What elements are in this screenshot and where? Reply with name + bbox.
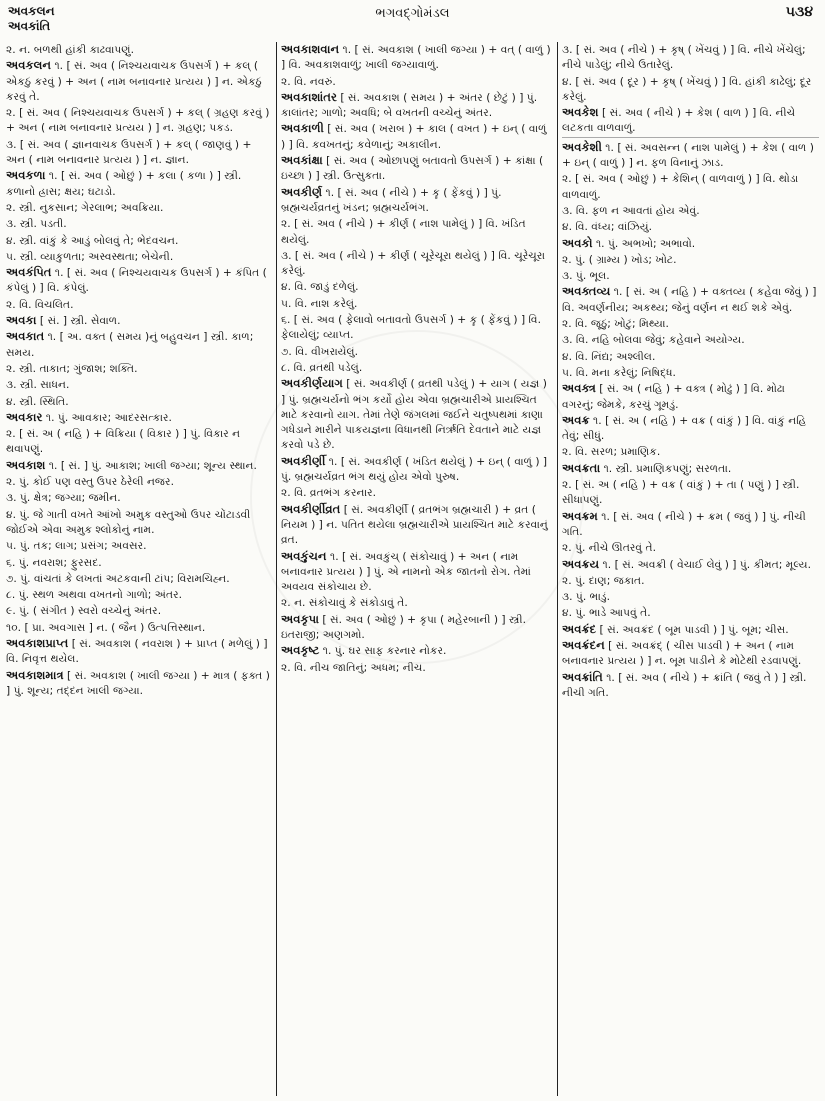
definition-text: ૨. વિ. વિચલિત. [6, 297, 74, 311]
headword: અવકૃપા [281, 611, 320, 626]
headword: અવકાશ [6, 457, 46, 472]
definition-text: ૧. પું. આવકાર; આદરસત્કાર. [42, 410, 172, 424]
definition-text: ૨. સ્ત્રી. તાકાત; ગુંજાશ; શક્તિ. [6, 361, 138, 375]
dictionary-sense [6, 361, 272, 376]
dictionary-sense [562, 252, 819, 267]
dictionary-sense [6, 105, 272, 136]
headword: અવક્રય [562, 556, 600, 571]
dictionary-sense [6, 555, 272, 570]
dictionary-sense [6, 42, 272, 57]
guide-word-first: અવકલન [8, 4, 55, 18]
dictionary-entry [281, 502, 553, 548]
dictionary-entry [562, 670, 819, 701]
definition-text: [ સં. અવક્રંદ્ ( ચીસ પાડવી ) + અન ( નામ બનાવનાર પ્રત્યય ) ] ન. બૂમ પાડીને કે મોટેથી રડવાપણું. [562, 638, 802, 668]
definition-text: ૨. [ સં. અ ( નહિ ) + વક્ર ( વાંકું ) + તા ( પણું ) ] સ્ત્રી. સીધાપણું. [562, 478, 800, 507]
definition-text: ૪. પું. જે ગાતી વખતે આંખો અમુક વસ્તુઓ ઉપર ચોંટાડવી જોઈએ એવા અમુક શ્લોકોનું નામ. [6, 507, 251, 536]
definition-text: ૨. પું. કોઈ પણ વસ્તુ ઉપર ઠેરેલી નજર. [6, 475, 174, 489]
dictionary-entry [281, 643, 553, 658]
running-title: ભગવદ્ગોમંડલ [375, 6, 450, 21]
definition-text: ૩. વિ. ફળ ન આવતાં હોય એવું. [562, 203, 700, 217]
dictionary-sense [562, 74, 819, 105]
dictionary-sense [6, 490, 272, 505]
definition-text: ૨. પું. નીચે ઊતરવું તે. [562, 541, 656, 555]
definition-text: ૧. [ સં. અવ ( નીચે ) + ક્રમ ( જવું ) ] પું. નીચી ગતિ. [562, 509, 806, 538]
definition-text: ૪. પું. ભાડે આપવું તે. [562, 606, 651, 620]
headword: અવકાર [6, 409, 43, 424]
headword: અવકાશવાન [281, 42, 340, 56]
headword: અવકાશમાત્ર [6, 667, 64, 682]
definition-text: ૯. પું. ( સંગીત ) સ્વરો વચ્ચેનું અંતર. [6, 604, 162, 618]
dictionary-sense [562, 316, 819, 331]
definition-text: ૧. [ સં. અવસન્ન ( નાશ પામેલું ) + કેશ ( વાળ ) + ઇન્ ( વાળું ) ] ન. ફળ વિનાનું ઝાડ. [562, 140, 814, 170]
definition-text: [ સં. અવ ( ઓછાપણું બતાવતો ઉપસર્ગ ) + કાંક્ષા ( ઇચ્છા ) ] સ્ત્રી. ઉત્સુકતા. [281, 154, 544, 183]
dictionary-sense [562, 203, 819, 218]
dictionary-sense [6, 297, 272, 312]
dictionary-column-2 [281, 42, 553, 1094]
definition-text: ૧. [ સં. અવ ( નિશ્ચયવાચક ઉપસર્ગ ) + કંપિત ( કંપેલું ) ] વિ. કંપેલું. [6, 266, 267, 295]
definition-text: ૨. પું. દાણ; જકાત. [562, 573, 645, 587]
dictionary-sense [281, 660, 553, 675]
dictionary-entry [562, 140, 819, 171]
dictionary-entry [6, 58, 272, 104]
definition-text: ૧. [ અ. વક્ત ( સમય )નું બહુવચન ] સ્ત્રી. કાળ; સમય. [6, 330, 254, 359]
definition-text: ૫. વિ. નાશ કરેલું. [281, 296, 358, 310]
definition-text: ૨. વિ. સરળ; પ્રમાણિક. [562, 445, 661, 459]
dictionary-sense [6, 571, 272, 586]
definition-text: ૨. વિ. નીચ જાતિનું; અધમ; નીચ. [281, 660, 426, 674]
definition-text: ૬. પું. નવરાશ; ફુરસદ. [6, 555, 102, 569]
definition-text: ૧. [ સં. અવકાશ ( ખાલી જગ્યા ) + વત્ ( વાળું ) ] વિ. અવકાશવાળું; ખાલી જગ્યાવાળું. [281, 43, 551, 72]
dictionary-sense [281, 279, 553, 294]
definition-text: ૪. વિ. વંધ્ય; વાંઝિયું. [562, 220, 652, 234]
dictionary-sense [562, 349, 819, 364]
definition-text: [ સં. અવકીર્ણી ( વ્રતભંગ બ્રહ્મચારી ) + વ્રત ( નિયમ ) ] ન. પતિત થયેલા બ્રહ્મચારીએ પ્રાયશ્ચિત માટે કરવાનું વ્રત. [281, 502, 548, 547]
dictionary-entry [6, 329, 272, 360]
dictionary-sense [6, 377, 272, 392]
dictionary-sense [6, 233, 272, 248]
page-header [0, 0, 825, 42]
definition-text: ૧. પું. અભખો; અભાવો. [592, 236, 696, 250]
headword: અવકળા [6, 168, 46, 183]
definition-text: ૫. સ્ત્રી. વ્યાકુળતા; અસ્વસ્થતા; બેચેની. [6, 249, 174, 263]
dictionary-column-1 [6, 42, 272, 1094]
dictionary-sense [281, 595, 553, 610]
definition-text: ૧. [ સં. ] પું. આકાશ; ખાલી જગ્યા; શૂન્ય સ્થાન. [45, 458, 257, 472]
definition-text: ૧. પું. ઘર સાફ કરનાર નોકર. [319, 644, 447, 658]
definition-text: ૩. સ્ત્રી. પડતી. [6, 217, 67, 231]
dictionary-sense [6, 137, 272, 168]
definition-text: [ સં. અવક્રંદ ( બૂમ પાડવી ) ] પું. બૂમ; ચીસ. [596, 622, 789, 636]
definition-text: [ સં. અવકાશ ( સમય ) + અંતર ( છેટું ) ] પું. કાલાંતર; ગાળો; અવધિ; બે વખતની વચ્ચેનું અંતર. [281, 90, 538, 120]
definition-text: ૨. સ્ત્રી. નુકસાન; ગેરલાભ; અવક્રિયા. [6, 200, 164, 214]
definition-text: [ સં. અ ( નહિ ) + વક્ત્ર ( મોઢું ) ] વિ. મોઢા વગરનું; જેમકે, કરચું ગૂમડું. [562, 382, 785, 411]
definition-text: [ સં. અવકાશ ( નવરાશ ) + પ્રાપ્ત ( મળેલું ) ] વિ. નિવૃત્ત થયેલ. [6, 636, 268, 666]
dictionary-entry [281, 376, 553, 452]
dictionary-entry [281, 612, 553, 643]
dictionary-sense [6, 394, 272, 409]
dictionary-entry [281, 42, 553, 73]
dictionary-sense [562, 42, 819, 73]
dictionary-sense [281, 296, 553, 311]
dictionary-entry [281, 90, 553, 121]
page-number: ૫૩૪ [785, 4, 813, 20]
definition-text: ૩. સ્ત્રી. સાધન. [6, 378, 70, 392]
definition-text: [ સં. અવ ( ખરાબ ) + કાલ ( વખત ) + ઇન્ ( વાળું ) ] વિ. કવખતનું; કવેળાનું; અકાલીન. [281, 122, 547, 151]
definition-text: ૨. [ સં. અવ ( નિશ્ચયવાચક ઉપસર્ગ ) + કલ્ ( ગ્રહણ કરવું ) + અન ( નામ બનાવનાર પ્રત્યય ) ] ન. ગ્રહણ; પકડ. [6, 106, 270, 135]
definition-text: ૮. પું. સ્થળ અથવા વખતનો ગાળો; અંતર. [6, 588, 183, 602]
definition-text: ૨. ન. બળથી હાંકી કાઢવાપણું. [6, 43, 135, 56]
definition-text: ૧. [ સં. અવક્રી ( વેચાઈ લેવું ) ] પું. કીમત; મૂલ્ય. [599, 557, 812, 571]
definition-text: ૪. [ સં. અવ ( દૂર ) + કૃષ્ ( ખેંચવું ) ] વિ. હાંકી કાઢેલું; દૂર કરેલું. [562, 74, 812, 103]
headword: અવક્ર [562, 412, 590, 427]
dictionary-entry [281, 454, 553, 485]
definition-text: ૨. વિ. જૂઠું; ખોટું; મિથ્યા. [562, 317, 669, 331]
dictionary-sense [6, 538, 272, 553]
definition-text: ૪. વિ. નિંદ્ય; અશ્લીલ. [562, 349, 656, 363]
headword: અવકીર્ણીવ્રત [281, 501, 341, 516]
guide-word-last: અવકાંતિ [8, 19, 51, 33]
definition-text: ૨. પું. ( ગ્રામ્ય ) ખોડ; ખોટ. [562, 252, 677, 266]
definition-text: ૧. [ સં. અવકીર્ણ ( ખંડિત થયેલું ) + ઇન્ ( વાળું ) ] પું. બ્રહ્મચર્યવ્રત ભંગ થયું હોય એવો પુરુષ. [281, 454, 548, 484]
dictionary-sense [562, 477, 819, 508]
headword: અવકા [6, 313, 37, 328]
dictionary-sense [562, 268, 819, 283]
dictionary-entry [281, 549, 553, 595]
headword: અવકલન [6, 58, 52, 73]
definition-text: ૧. [ સં. અવ ( ઓછું ) + કલા ( કળા ) ] સ્ત્રી. કળાનો હ્રાસ; ક્ષય; ઘટાડો. [6, 169, 242, 198]
definition-text: ૩. પું. ક્ષેત્ર; જગ્યા; જમીન. [6, 491, 121, 505]
definition-text: ૧. સ્ત્રી. પ્રમાણિકપણું; સરળતા. [600, 461, 732, 475]
headword: અવક્રાંતિ [562, 669, 603, 684]
definition-text: ૨. [ સં. અવ ( ઓછું ) + કેશિન્ ( વાળવાળું ) ] વિ. થોડા વાળવાળું. [562, 172, 799, 201]
dictionary-entry [6, 265, 272, 296]
dictionary-sense [6, 426, 272, 457]
column-divider [276, 42, 277, 1096]
definition-text: ૪. વિ. જાડું દળેલું. [281, 280, 359, 294]
dictionary-sense [562, 589, 819, 604]
dictionary-entry [6, 458, 272, 473]
definition-text: ૫. પું. તક; લાગ; પ્રસંગ; અવસર. [6, 539, 147, 553]
dictionary-sense [562, 540, 819, 555]
dictionary-sense [6, 216, 272, 231]
headword: અવક્તવ્ય [562, 284, 611, 299]
definition-text: ૨. [ સં. અ ( નહિ ) + વિક્રિયા ( વિકાર ) ] પું. વિકાર ન થવાપણું. [6, 427, 241, 456]
definition-text: ૬. [ સં. અવ ( ફેલાવો બતાવતો ઉપસર્ગ ) + કૄ ( ફેંકવું ) ] વિ. ફેલાયેલું; વ્યાપ્ત. [281, 313, 541, 342]
definition-text: ૨. વિ. નવરું. [281, 74, 336, 88]
definition-text: [ સં. અવ ( ઓછું ) + કૃપા ( મહેરબાની ) ] સ્ત્રી. ઇતરાજી; અણગમો. [281, 612, 526, 641]
dictionary-entry [6, 168, 272, 199]
dictionary-sense [562, 605, 819, 620]
dictionary-entry [562, 509, 819, 540]
headword: અવકાશાંતર [281, 89, 337, 104]
headword: અવકીર્ણ [281, 184, 323, 199]
definition-text: ૩. [ સં. અવ ( નીચે ) + કીર્ણ ( ચૂરેચૂરા થયેલું ) ] વિ. ચૂરેચૂરા કરેલું. [281, 248, 545, 278]
dictionary-sense [281, 312, 553, 343]
definition-text: [ સં. ] સ્ત્રી. સેવાળ. [36, 314, 121, 328]
dictionary-sense [281, 74, 553, 89]
column-divider [557, 42, 558, 1096]
definition-text: ૨. [ સં. અવ ( નીચે ) + કીર્ણ ( નાશ પામેલું ) ] વિ. ખંડિત થયેલું. [281, 217, 526, 246]
definition-text: ૧. [ સં. અવકુંચ્ ( સંકોચાવું ) + અન ( નામ બનાવનાર પ્રત્યય ) ] પું. એ નામનો એક જાતનો રોગ. તેમાં અવયવ સંકોચાય છે. [281, 549, 531, 594]
definition-text: ૧. [ સં. અવ ( નિશ્ચયવાચક ઉપસર્ગ ) + કલ્ ( એકઠું કરવું ) + અન ( નામ બનાવનાર પ્રત્યય ) ] ન. એકઠું કરવું તે. [6, 59, 262, 103]
dictionary-entry [562, 236, 819, 251]
dictionary-sense [562, 365, 819, 380]
dictionary-sense [562, 444, 819, 459]
dictionary-sense [6, 474, 272, 489]
dictionary-sense [281, 360, 553, 375]
headword: અવક્રતા [562, 460, 601, 475]
dictionary-sense [562, 332, 819, 347]
dictionary-sense [281, 485, 553, 500]
dictionary-sense [281, 248, 553, 279]
definition-text: ૨. ન. સંકોચાવું કે સંકોડાવું તે. [281, 596, 408, 610]
definition-text: ૮. વિ. વ્રતથી પડેલું. [281, 360, 363, 374]
definition-text: ૧૦. [ પ્રા. અવગાસ ] ન. ( જૈન ) ઉત્પત્તિસ્થાન. [6, 620, 206, 634]
dictionary-entry [562, 284, 819, 315]
dictionary-entry [281, 121, 553, 152]
dictionary-entry [6, 313, 272, 328]
headword: અવક્રંદ [562, 621, 597, 636]
definition-text: ૫. વિ. મના કરેલું; નિષિદ્ધ. [562, 365, 676, 379]
headword: અવકંપિત [6, 265, 52, 280]
definition-text: ૩. પું. ભૂલ. [562, 269, 610, 283]
dictionary-entry [6, 410, 272, 425]
headword: અવકીર્ણયાગ [281, 376, 343, 391]
definition-text: ૩. [ સં. અવ ( નીચે ) + કૃષ્ ( ખેંચવું ) ] વિ. નીચે ખેંચેલું; નીચે પાડેલું; નીચે ઉતારેલું. [562, 43, 806, 72]
definition-text: ૧. [ સં. અ ( નહિ ) + વક્ર ( વાંકું ) ] વિ. વાંકું નહિ તેવું; સીધું. [562, 413, 807, 443]
definition-text: [ સં. અવકીર્ણ ( વ્રતથી પડેલું ) + યાગ ( યજ્ઞ ) ] પું. બ્રહ્મચર્યનો ભંગ કર્યો હોય એવા બ્રહ્મચારીએ પ્રાયશ્ચિત માટે કરવાનો યાગ. તેમાં તેણે જંગલમાં જઈને ચતુષ્પથમાં કાણા ગધેડાને મારીને પાકયજ્ઞના વિધાનથી નિર્ઋતિ દેવતાને માટે યજ્ઞ કરવો પડે છે. [281, 377, 547, 452]
headword: અવકાશપ્રાપ્ત [6, 635, 69, 650]
headword: અવકાંક્ષા [281, 153, 323, 168]
dictionary-entry [6, 668, 272, 699]
dictionary-sense [6, 587, 272, 602]
headword: અવકેશી [562, 139, 602, 154]
headword: અવકો [562, 235, 593, 250]
headword: અવકીર્ણી [281, 453, 326, 468]
dictionary-sense [6, 249, 272, 264]
definition-text: ૩. પું. ભાડું. [562, 590, 611, 604]
definition-text: ૧. [ સં. અવ ( નીચે ) + કૄ ( ફેંકવું ) ] પું. બ્રહ્મચર્યવ્રતનું ખંડન; બ્રહ્મચર્યભંગ. [281, 185, 502, 214]
dictionary-entry [562, 638, 819, 669]
dictionary-sense [562, 171, 819, 202]
dictionary-sense [281, 216, 553, 247]
definition-text: ૩. વિ. નહિ બોલવા જેવું; કહેવાને અયોગ્ય. [562, 333, 745, 347]
dictionary-entry [562, 461, 819, 476]
definition-text: ૧. [ સં. અ ( નહિ ) + વક્તવ્ય ( કહેવા જેવું ) ] વિ. અવર્ણનીય; અકથ્ય; જેનું વર્ણન ન થઈ શકે એવું. [562, 285, 817, 314]
definition-text: ૨. વિ. વ્રતભંગ કરનાર. [281, 486, 377, 500]
dictionary-sense [281, 344, 553, 359]
headword: અવકાળી [281, 121, 324, 136]
headword: અવકાત [6, 329, 45, 344]
definition-text: [ સં. અવકાશ ( ખાલી જગ્યા ) + માત્ર ( ફક્ત ) ] પું. શૂન્ય; તદ્દન ખાલી જગ્યા. [6, 668, 270, 697]
dictionary-entry [562, 557, 819, 572]
dictionary-entry [6, 636, 272, 667]
dictionary-entry [281, 153, 553, 184]
headword: અવક્રંદન [562, 637, 605, 652]
headword: અવકેશ [562, 105, 599, 120]
headword: અવક્ત્ર [562, 381, 596, 396]
dictionary-entry [562, 622, 819, 637]
definition-text: ૭. વિ. વીખરાયેલું. [281, 344, 358, 358]
headword: અવકૃષ્ટ [281, 643, 320, 658]
definition-text: [ સં. અવ ( નીચે ) + કેશ ( વાળ ) ] વિ. નીચે લટકતા વાળવાળું. [562, 106, 796, 135]
definition-text: ૪. સ્ત્રી. સ્થિતિ. [6, 394, 69, 408]
dictionary-sense [6, 200, 272, 215]
dictionary-sense [6, 507, 272, 538]
definition-text: ૧. [ સં. અવ ( નીચે ) + ક્રાંતિ ( જવું તે ) ] સ્ત્રી. નીચી ગતિ. [562, 670, 807, 699]
dictionary-sense [562, 219, 819, 234]
headword: અવકુંચન [281, 548, 327, 563]
dictionary-entry [562, 381, 819, 412]
dictionary-column-3 [562, 42, 819, 1094]
headword: અવક્રમ [562, 508, 598, 523]
dictionary-sense [6, 620, 272, 635]
definition-text: ૩. [ સં. અવ ( જ્ઞાનવાચક ઉપસર્ગ ) + કલ્ ( જાણવું ) + અન ( નામ બનાવનાર પ્રત્યય ) ] ન. જ્ઞાન. [6, 137, 252, 167]
dictionary-sense [562, 573, 819, 588]
dictionary-entry [562, 413, 819, 444]
definition-text: ૭. પું. વાંચતાં કે લખતાં અટકવાની ટાંપ; વિરામચિહ્ન. [6, 571, 230, 585]
dictionary-sense [6, 603, 272, 618]
definition-text: ૪. સ્ત્રી. વાંકું કે આડું બોલવું તે; ભેદવચન. [6, 233, 179, 247]
dictionary-entry [562, 105, 819, 138]
dictionary-entry [281, 185, 553, 216]
